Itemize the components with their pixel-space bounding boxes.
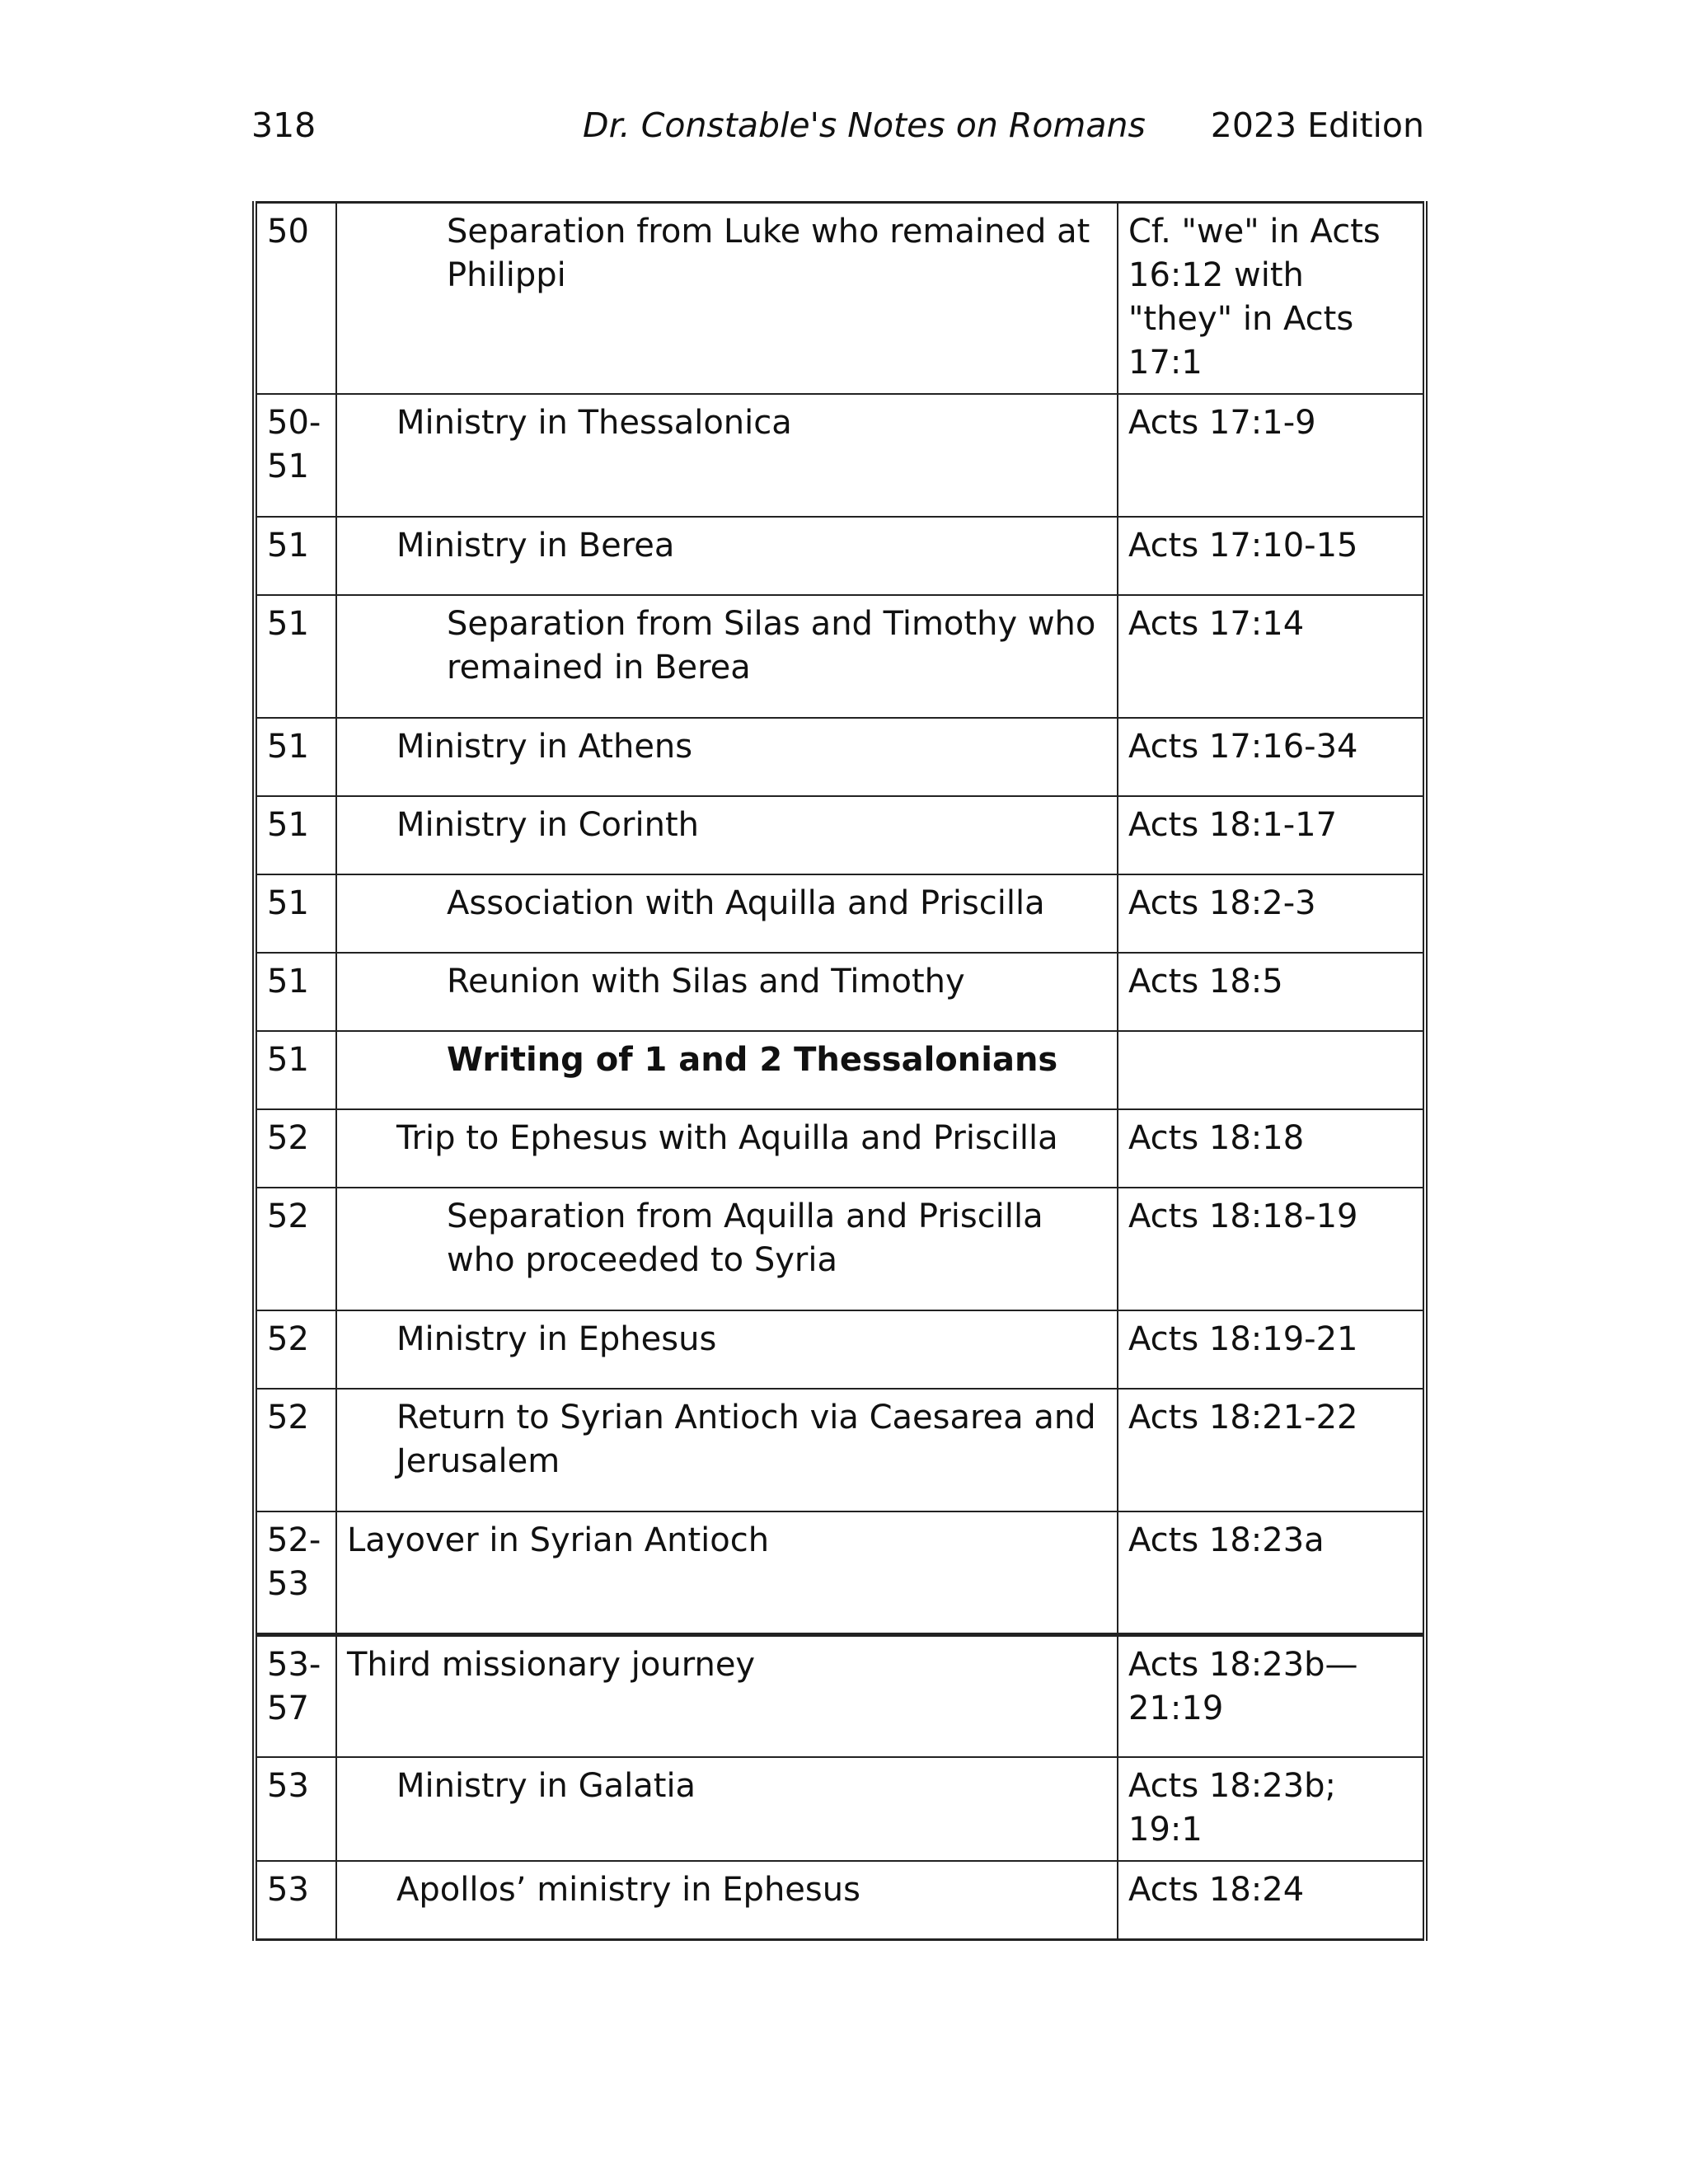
date-cell: 52-53 bbox=[255, 1511, 336, 1634]
table-row bbox=[255, 595, 1425, 718]
chronology-table bbox=[252, 201, 1428, 1941]
event-cell: Apollos’ ministry in Ephesus bbox=[336, 1861, 1118, 1939]
reference-cell: Cf. "we" in Acts 16:12 with "they" in Acts 17:1 bbox=[1118, 203, 1425, 395]
date-cell: 52 bbox=[255, 1310, 336, 1389]
event-cell: Layover in Syrian Antioch bbox=[336, 1511, 1118, 1634]
table-row bbox=[255, 953, 1425, 1031]
date-cell: 52 bbox=[255, 1389, 336, 1511]
reference-cell: Acts 18:2-3 bbox=[1118, 874, 1425, 953]
reference-cell: Acts 17:14 bbox=[1118, 595, 1425, 718]
date-cell: 51 bbox=[255, 517, 336, 595]
date-cell: 52 bbox=[255, 1188, 336, 1310]
date-cell: 51 bbox=[255, 874, 336, 953]
event-cell: Return to Syrian Antioch via Caesarea and Jerusalem bbox=[336, 1389, 1118, 1511]
event-cell: Reunion with Silas and Timothy bbox=[336, 953, 1118, 1031]
date-cell: 53 bbox=[255, 1861, 336, 1939]
date-cell: 51 bbox=[255, 796, 336, 874]
event-cell: Separation from Silas and Timothy who remained in Berea bbox=[336, 595, 1118, 718]
event-cell: Ministry in Corinth bbox=[336, 796, 1118, 874]
table-row bbox=[255, 1031, 1425, 1109]
date-cell: 51 bbox=[255, 595, 336, 718]
event-cell: Trip to Ephesus with Aquilla and Priscilla bbox=[336, 1109, 1118, 1188]
date-cell: 53-57 bbox=[255, 1634, 336, 1757]
event-cell: Writing of 1 and 2 Thessalonians bbox=[336, 1031, 1118, 1109]
event-cell: Third missionary journey bbox=[336, 1634, 1118, 1757]
reference-cell: Acts 18:18-19 bbox=[1118, 1188, 1425, 1310]
event-cell: Ministry in Berea bbox=[336, 517, 1118, 595]
reference-cell: Acts 18:23a bbox=[1118, 1511, 1425, 1634]
table-row bbox=[255, 1389, 1425, 1511]
reference-cell: Acts 18:23b; 19:1 bbox=[1118, 1757, 1425, 1861]
page-number: 318 bbox=[251, 105, 316, 145]
table-row bbox=[255, 1861, 1425, 1939]
reference-cell: Acts 18:24 bbox=[1118, 1861, 1425, 1939]
event-cell: Ministry in Ephesus bbox=[336, 1310, 1118, 1389]
event-cell: Separation from Luke who remained at Philippi bbox=[336, 203, 1118, 395]
reference-cell: Acts 18:1-17 bbox=[1118, 796, 1425, 874]
table-row bbox=[255, 517, 1425, 595]
table-row bbox=[255, 203, 1425, 395]
running-title: Dr. Constable's Notes on Romans bbox=[583, 105, 1146, 145]
event-cell: Separation from Aquilla and Priscilla who proceeded to Syria bbox=[336, 1188, 1118, 1310]
reference-cell: Acts 17:1-9 bbox=[1118, 394, 1425, 517]
table-row bbox=[255, 874, 1425, 953]
table-row bbox=[255, 1511, 1425, 1634]
table-row bbox=[255, 718, 1425, 796]
event-cell: Ministry in Thessalonica bbox=[336, 394, 1118, 517]
reference-cell: Acts 17:16-34 bbox=[1118, 718, 1425, 796]
date-cell: 50-51 bbox=[255, 394, 336, 517]
reference-cell: Acts 17:10-15 bbox=[1118, 517, 1425, 595]
table-row bbox=[255, 796, 1425, 874]
date-cell: 52 bbox=[255, 1109, 336, 1188]
date-cell: 51 bbox=[255, 953, 336, 1031]
reference-cell: Acts 18:5 bbox=[1118, 953, 1425, 1031]
date-cell: 53 bbox=[255, 1757, 336, 1861]
table-row bbox=[255, 1634, 1425, 1757]
reference-cell: Acts 18:19-21 bbox=[1118, 1310, 1425, 1389]
edition-label: 2023 Edition bbox=[1210, 105, 1424, 145]
reference-cell: Acts 18:18 bbox=[1118, 1109, 1425, 1188]
reference-cell bbox=[1118, 1031, 1425, 1109]
reference-cell: Acts 18:23b—21:19 bbox=[1118, 1634, 1425, 1757]
table-row bbox=[255, 1188, 1425, 1310]
reference-cell: Acts 18:21-22 bbox=[1118, 1389, 1425, 1511]
date-cell: 50 bbox=[255, 203, 336, 395]
table-row bbox=[255, 1109, 1425, 1188]
event-cell: Ministry in Galatia bbox=[336, 1757, 1118, 1861]
table-row bbox=[255, 394, 1425, 517]
table-row bbox=[255, 1310, 1425, 1389]
event-cell: Association with Aquilla and Priscilla bbox=[336, 874, 1118, 953]
date-cell: 51 bbox=[255, 718, 336, 796]
event-cell: Ministry in Athens bbox=[336, 718, 1118, 796]
date-cell: 51 bbox=[255, 1031, 336, 1109]
table-row bbox=[255, 1757, 1425, 1861]
